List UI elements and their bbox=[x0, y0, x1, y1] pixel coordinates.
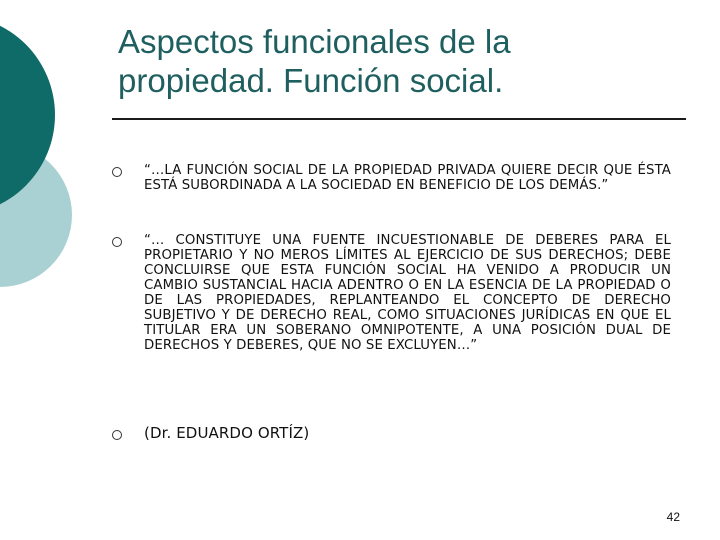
slide-title bbox=[118, 22, 678, 100]
slide-title-line1: Aspectos funcionales de la bbox=[118, 23, 511, 60]
title-divider bbox=[112, 118, 686, 120]
bullet-text: “… CONSTITUYE UNA FUENTE INCUESTIONABLE DE DEBERES PARA EL PROPIETARIO Y NO MEROS LÍMITES AL EJERCICIO DE SUS DERECHOS; DEBE CONCLUIRSE QUE ESTA FUNCIÓN SOCIAL HA VENIDO A PRODUCIR UN CAMBIO SUSTANCIAL HACIA ADENTRO O EN LA ESENCIA DE LA PROPIEDAD O DE LAS PROPIEDADES, REPLANTEANDO EL CONCEPTO DE DERECHO SUBJETIVO Y DE DERECHO REAL, COMO SITUACIONES JURÍDICAS EN QUE EL TITULAR ERA UN SOBERANO OMNIPOTENTE, A UNA POSICIÓN DUAL DE DERECHOS Y DEBERES, QUE NO SE EXCLUYEN…” bbox=[144, 233, 671, 353]
page-number: 42 bbox=[666, 510, 680, 524]
slide-title-line2: propiedad. Función social. bbox=[118, 62, 504, 99]
decorative-circles bbox=[0, 0, 110, 300]
bullet-circle-icon bbox=[112, 167, 122, 177]
bullet-circle-icon bbox=[112, 237, 122, 247]
bullet-text: “…LA FUNCIÓN SOCIAL DE LA PROPIEDAD PRIVADA QUIERE DECIR QUE ÉSTA ESTÁ SUBORDINADA A LA SOCIEDAD EN BENEFICIO DE LOS DEMÁS.” bbox=[144, 163, 671, 193]
bullet-text: (Dr. EDUARDO ORTÍZ) bbox=[144, 424, 310, 442]
bullet-circle-icon bbox=[112, 430, 122, 440]
